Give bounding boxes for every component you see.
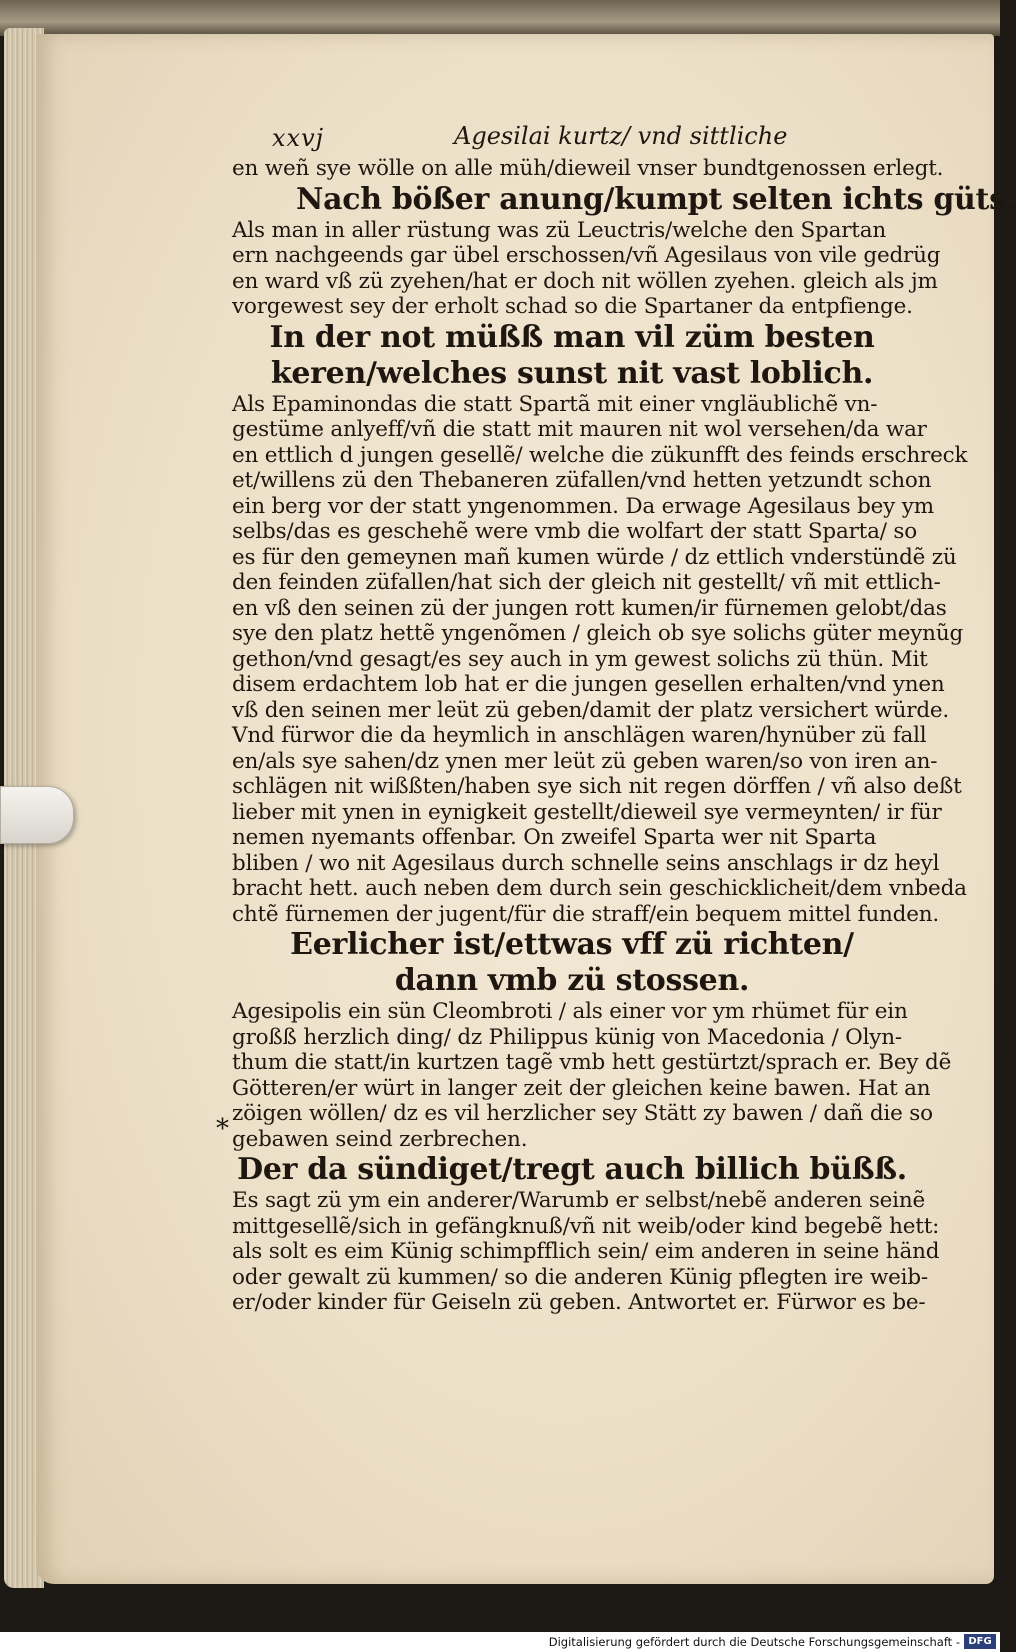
text-line: selbs/das es geschehẽ were vmb die wolfart der statt Sparta/ so <box>232 519 917 544</box>
text-line: als solt es eim Künig schimpfflich sein/ eim anderen in seine händ <box>232 1239 940 1264</box>
section-heading: Eerlicher ist/ettwas vff zü richten/ <box>290 927 854 962</box>
text-line: Vnd fürwor die da heymlich in anschlägen waren/hynüber zü fall <box>232 723 927 748</box>
text-line: den feinden züfallen/hat sich der gleich nit gestellt/ vñ mit ettlich- <box>232 570 941 595</box>
footer-credit: Digitalisierung gefördert durch die Deutsche Forschungsgemeinschaft - <box>548 1635 960 1649</box>
section-heading: In der not müßß man vil züm besten <box>269 319 875 355</box>
text-line: en weñ sye wölle on alle müh/dieweil vnser bundtgenossen erlegt. <box>232 156 944 181</box>
text-line: zöigen wöllen/ dz es vil herzlicher sey Stätt zy bawen / dañ die so <box>232 1101 933 1126</box>
folio-number: xxvj <box>272 124 325 152</box>
text-line: Als Epaminondas die statt Spartã mit einer vngläublichẽ vn- <box>232 391 878 417</box>
section-heading: Der da sündiget/tregt auch billich büßß. <box>237 1152 907 1187</box>
text-line: lieber mit ynen in eynigkeit gestellt/dieweil sye vermeynten/ ir für <box>232 799 942 825</box>
bookmark-tab <box>0 786 74 844</box>
text-line: Als man in aller rüstung was zü Leuctris/welche den Spartan <box>232 217 886 243</box>
text-line: thum die statt/in kurtzen tagẽ vmb hett gestürtzt/sprach er. Bey dẽ <box>232 1050 952 1075</box>
text-line: er/oder kinder für Geiseln zü geben. Antwortet er. Fürwor es be- <box>232 1290 926 1315</box>
dfg-logo: DFG <box>964 1634 996 1649</box>
section-heading: dann vmb zü stossen. <box>394 963 750 998</box>
text-line: es für den gemeynen mañ kumen würde / dz ettlich vnderstündẽ zü <box>232 544 957 570</box>
text-line: mittgesellẽ/sich in gefängknuß/vñ nit weib/oder kind begebẽ hett: <box>232 1213 940 1239</box>
text-line: ern nachgeends gar übel erschossen/vñ Agesilaus von vile gedrüg <box>232 243 941 268</box>
text-line: Götteren/er würt in langer zeit der gleichen keine bawen. Hat an <box>232 1075 931 1101</box>
text-line: Agesipolis ein sün Cleombroti / als einer vor ym rhümet für ein <box>232 999 908 1024</box>
text-line: schlägen nit wißßten/haben sye sich nit regen dörffen / vñ also deßt <box>232 774 962 799</box>
text-line: Es sagt zü ym ein anderer/Warumb er selbst/nebẽ anderen seinẽ <box>232 1188 926 1213</box>
running-title: Agesilai kurtz/ vnd sittliche <box>454 122 788 150</box>
body-text <box>232 156 1016 1316</box>
text-line: en/als sye sahen/dz ynen mer leüt zü geben waren/so von iren an- <box>232 748 938 774</box>
text-line: großß herzlich ding/ dz Philippus künig von Macedonia / Olyn- <box>232 1024 902 1050</box>
text-line: sye den platz hettẽ yngenõmen / gleich ob sye solichs güter meynũg <box>232 621 964 646</box>
text-line: bracht hett. auch neben dem durch sein geschicklicheit/dem vnbeda <box>232 876 967 901</box>
text-line: en ettlich d jungen gesellẽ/ welche die zükunfft des feinds erschreck <box>232 442 968 468</box>
text-line: bliben / wo nit Agesilaus durch schnelle seins anschlags ir dz heyl <box>232 850 940 876</box>
text-line: gebawen seind zerbrechen. <box>232 1126 528 1152</box>
page-header <box>232 118 912 156</box>
section-heading: Nach bößer anung/kumpt selten ichts güts. <box>296 181 1016 217</box>
text-line: vß den seinen mer leüt zü geben/damit der platz versichert würde. <box>232 697 950 723</box>
text-line: ein berg vor der statt yngenommen. Da erwage Agesilaus bey ym <box>232 493 934 519</box>
text-line: gestüme anlyeff/vñ die statt mit mauren nit wol versehen/da war <box>232 417 927 442</box>
text-line: chtẽ fürnemen der jugent/für die straff/ein bequem mittel funden. <box>232 901 940 927</box>
text-line: vorgewest sey der erholt schad so die Spartaner da entpfienge. <box>232 294 913 319</box>
page-text-block <box>232 118 1016 1316</box>
text-line: et/willens zü den Thebaneren züfallen/vnd hetten yetzundt schon <box>232 468 932 493</box>
footer-bar <box>0 1632 1000 1652</box>
section-heading: keren/welches sunst nit vast loblich. <box>270 355 874 391</box>
text-line: en ward vß zü zyehen/hat er doch nit wöllen zyehen. gleich als jm <box>232 268 938 294</box>
text-line: en vß den seinen zü der jungen rott kumen/ir fürnemen gelobt/das <box>232 595 947 621</box>
text-line: oder gewalt zü kummen/ so die anderen Künig pflegten ire weib- <box>232 1264 928 1290</box>
text-line: nemen nyemants offenbar. On zweifel Sparta wer nit Sparta <box>232 825 877 850</box>
margin-asterisk: * <box>216 1114 229 1144</box>
text-line: gethon/vnd gesagt/es sey auch in ym gewest solichs zü thün. Mit <box>232 646 928 672</box>
text-line: disem erdachtem lob hat er die jungen gesellen erhalten/vnd ynen <box>232 672 945 697</box>
book-top-edge <box>0 0 1000 36</box>
